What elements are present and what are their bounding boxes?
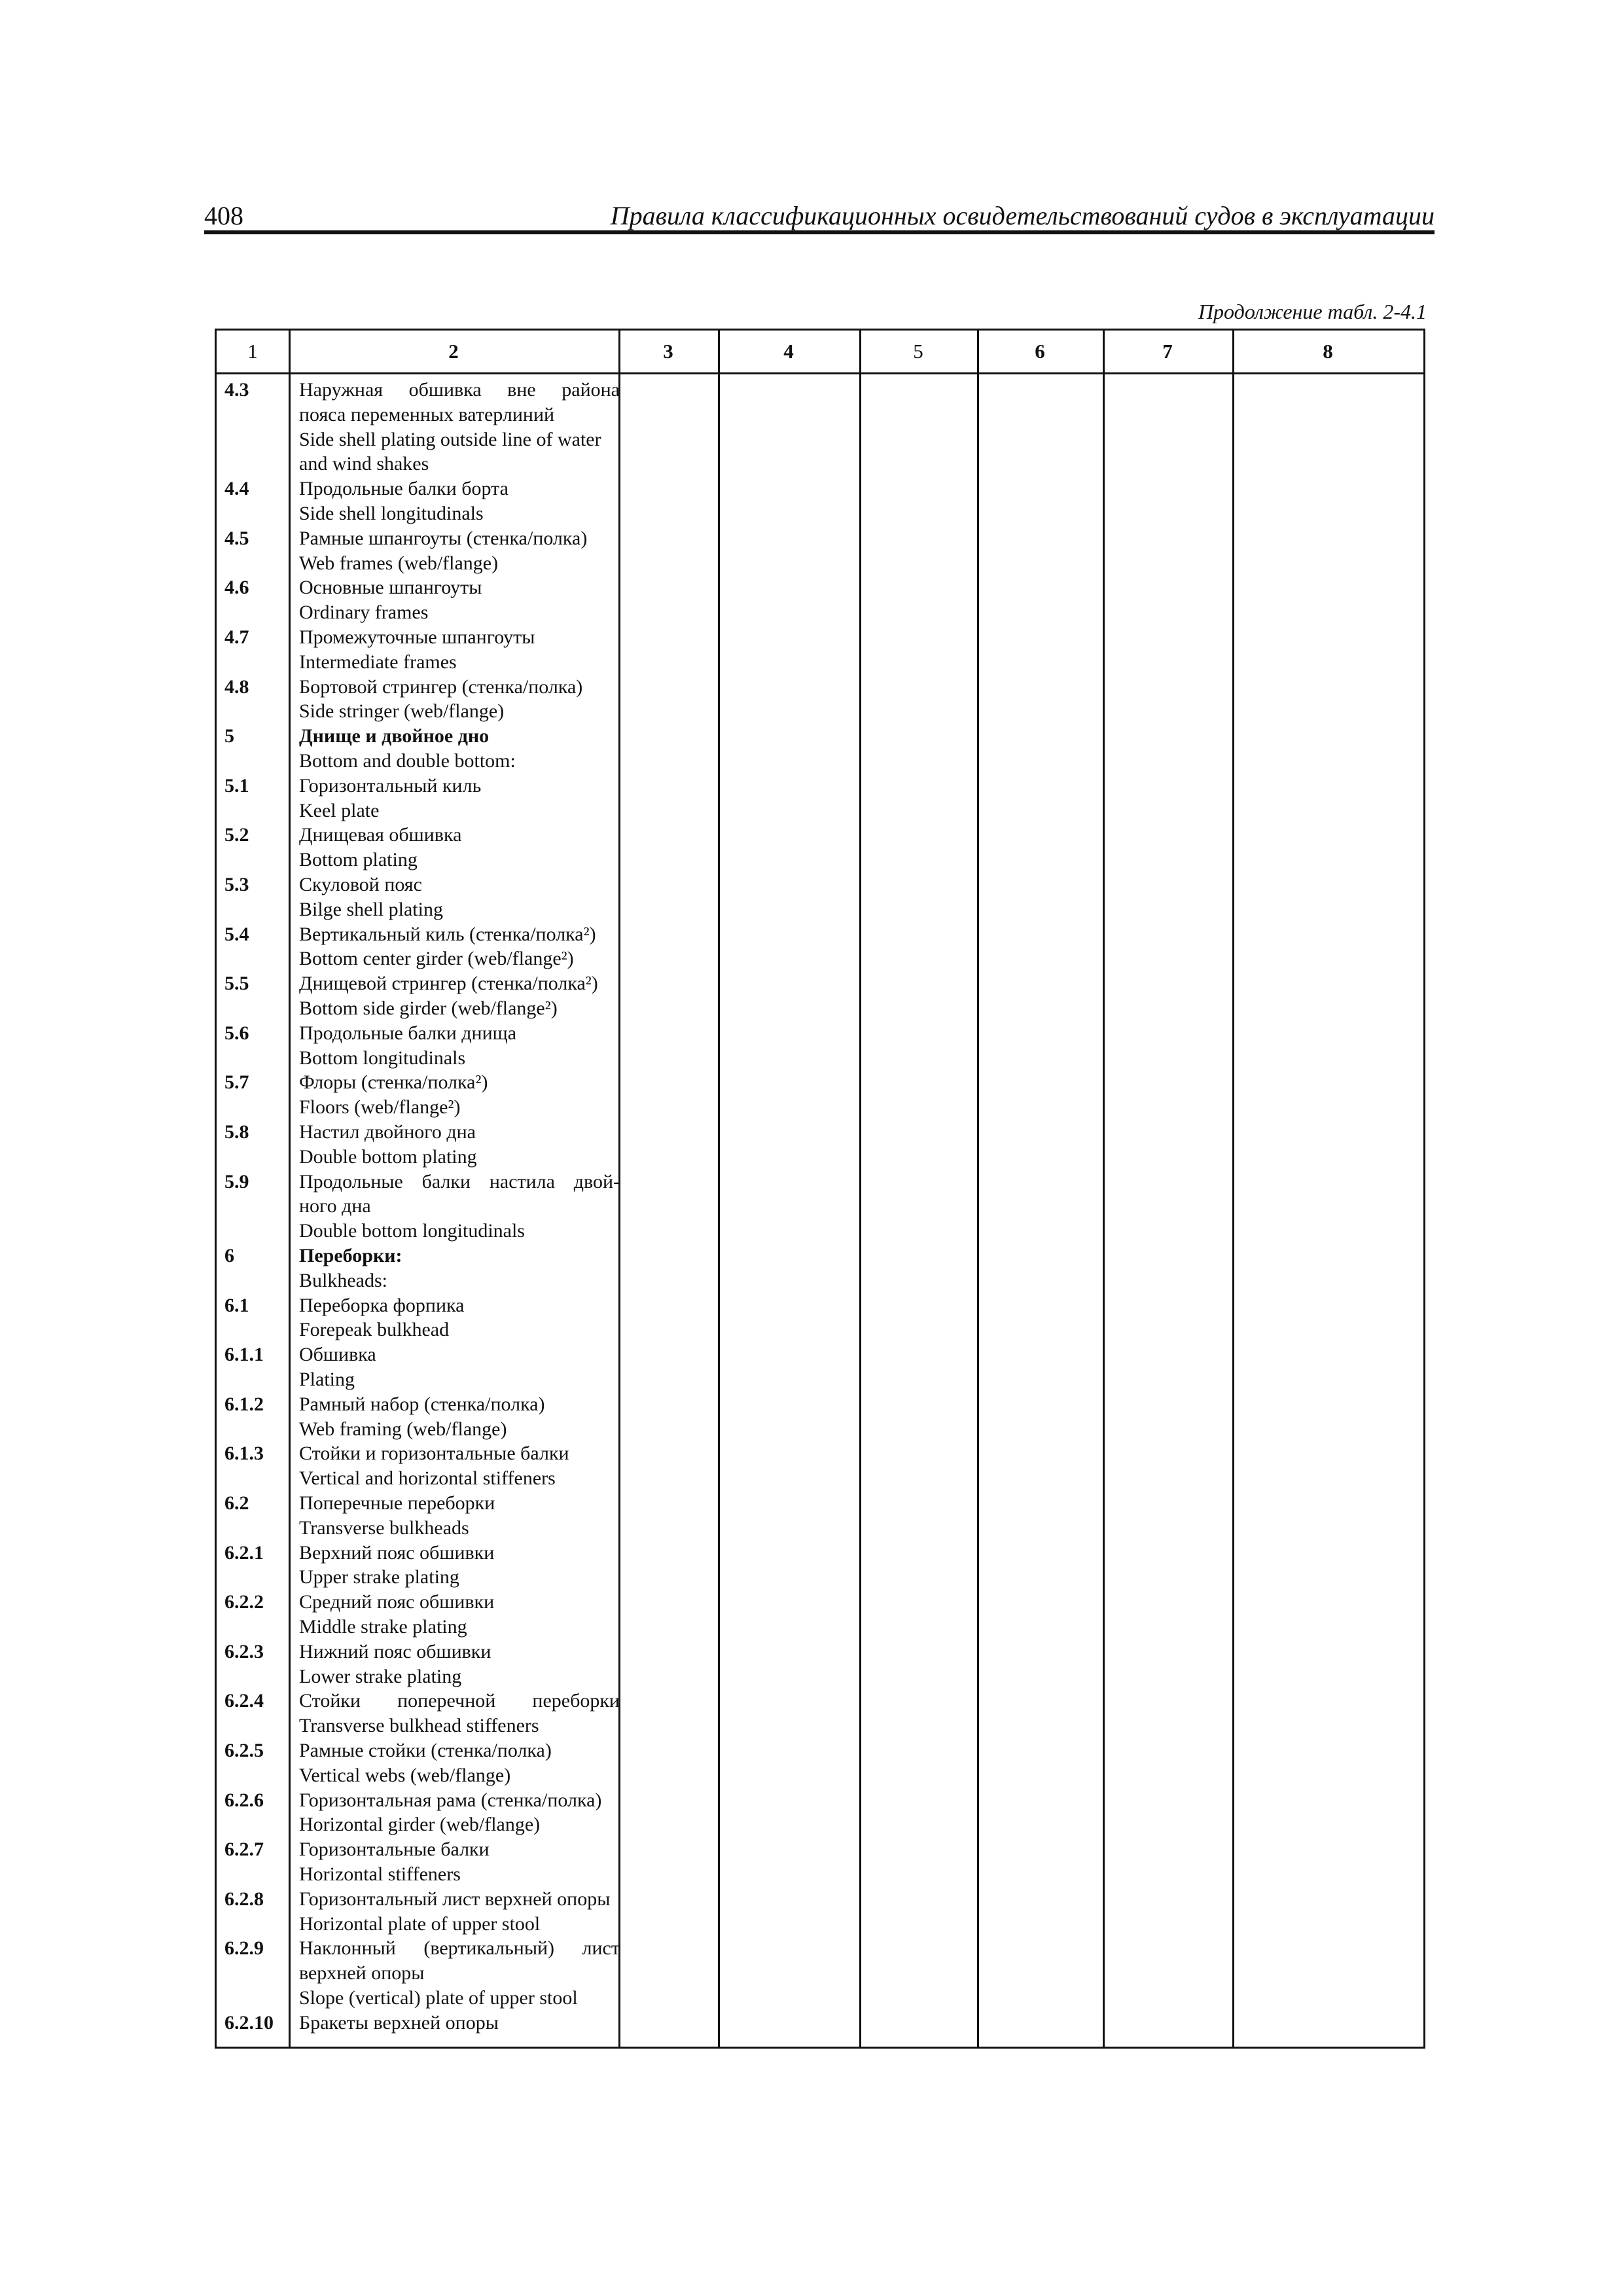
column-number-5: 5: [913, 340, 923, 363]
table-row-line: [217, 1961, 1423, 1986]
row-number: 6.2.10: [224, 2011, 274, 2034]
row-description-line: Настил двойного дна: [299, 1121, 476, 1143]
row-description-line: Горизонтальные балки: [299, 1839, 490, 1861]
row-description-line: Переборки:: [299, 1245, 402, 1266]
row-description-line: Днищевой стрингер (стенка/полка²): [299, 973, 598, 995]
row-description-line: Скуловой пояс: [299, 874, 422, 895]
table-row-line: [217, 675, 1423, 700]
table-row-line: [217, 1565, 1423, 1590]
table-row-line: [217, 1812, 1423, 1837]
row-description-line: Стойки поперечной переборки: [299, 1690, 620, 1712]
row-description-line: Vertical and horizontal stiffeners: [299, 1467, 556, 1490]
row-description-line: Bottom side girder (web/flange²): [299, 997, 558, 1019]
table-row-line: [217, 427, 1423, 452]
table-row-line: [217, 1862, 1423, 1887]
row-description-line: Intermediate frames: [299, 651, 457, 673]
row-description-line: Plating: [299, 1369, 355, 1390]
row-description-line: Рамные шпангоуты (стенка/полка): [299, 527, 588, 549]
table-row-line: [217, 1912, 1423, 1937]
row-description-line: Lower strake plating: [299, 1665, 462, 1687]
row-description-line: Днище и двойное дно: [299, 725, 490, 747]
table-row-line: [217, 1936, 1423, 1961]
row-description-line: Днищевая обшивка: [299, 824, 462, 846]
table-row-line: [217, 1986, 1423, 2011]
row-description-line: and wind shakes: [299, 453, 429, 475]
table-row-line: [217, 526, 1423, 551]
row-description-line: Горизонтальный киль: [299, 774, 482, 797]
row-number: 4.5: [224, 527, 249, 549]
row-number: 4.3: [224, 379, 249, 401]
table-row-line: [217, 1689, 1423, 1713]
row-description-line: Bottom longitudinals: [299, 1047, 466, 1069]
row-description-line: Horizontal plate of upper stool: [299, 1912, 541, 1935]
row-number: 5.5: [224, 973, 249, 995]
row-number: 5.4: [224, 923, 249, 945]
table-row-line: [217, 1170, 1423, 1194]
row-number: 6.2.7: [224, 1839, 264, 1861]
table-row-line: [217, 1615, 1423, 1640]
row-number: 5.9: [224, 1170, 249, 1193]
table-row-line: [217, 650, 1423, 675]
page-header: [204, 200, 1435, 232]
row-number: 5.3: [224, 874, 249, 895]
row-number: 5.1: [224, 774, 249, 797]
table-row-line: [217, 823, 1423, 848]
row-description-line: Рамный набор (стенка/полка): [299, 1393, 545, 1415]
table-row-line: [217, 1293, 1423, 1318]
row-description-line: Наружная обшивка вне района: [299, 379, 620, 401]
row-description-line: Middle strake plating: [299, 1616, 467, 1638]
table-row-line: [217, 1441, 1423, 1466]
table-row-line: [217, 1342, 1423, 1367]
table-row-line: [217, 1318, 1423, 1342]
column-number-7: 7: [1162, 340, 1173, 363]
column-number-6: 6: [1035, 340, 1045, 363]
table-row-line: [217, 1763, 1423, 1788]
table-row-line: [217, 1887, 1423, 1912]
header-rule: [204, 230, 1435, 234]
row-description-line: Side shell plating outside line of water: [299, 428, 601, 450]
column-number-4: 4: [783, 340, 794, 363]
header-row-divider: [217, 372, 1423, 374]
row-description-line: Продольные балки днища: [299, 1022, 517, 1044]
table-row-line: [217, 749, 1423, 774]
row-description-line: Bottom plating: [299, 849, 418, 871]
row-description-line: Продольные балки борта: [299, 478, 508, 500]
table-row-line: [217, 1417, 1423, 1442]
column-number-8: 8: [1323, 340, 1333, 363]
table-row-line: [217, 1541, 1423, 1566]
inspection-table: [215, 329, 1425, 2049]
page-number: 408: [204, 201, 243, 230]
row-number: 6: [224, 1245, 234, 1266]
table-row-line: [217, 378, 1423, 403]
row-number: 4.8: [224, 675, 249, 698]
row-description-line: Средний пояс обшивки: [299, 1591, 495, 1613]
table-row-line: [217, 1837, 1423, 1862]
row-description-line: верхней опоры: [299, 1962, 425, 1984]
table-row-line: [217, 1021, 1423, 1046]
row-description-line: Основные шпангоуты: [299, 577, 482, 599]
table-row-line: [217, 971, 1423, 996]
row-description-line: Transverse bulkheads: [299, 1516, 469, 1539]
table-row-line: [217, 1268, 1423, 1293]
row-description-line: Web framing (web/flange): [299, 1418, 507, 1440]
row-number: 6.2.1: [224, 1541, 264, 1564]
row-description-line: Горизонтальный лист верхней опоры: [299, 1888, 611, 1910]
table-row-line: [217, 1516, 1423, 1541]
table-row-line: [217, 1046, 1423, 1071]
row-description-line: пояса переменных ватерлиний: [299, 403, 555, 425]
row-number: 6.2.5: [224, 1740, 264, 1761]
column-number-3: 3: [663, 340, 673, 363]
table-row-line: [217, 403, 1423, 427]
row-number: 6.1.3: [224, 1443, 264, 1465]
table-row-line: [217, 1788, 1423, 1813]
row-description-line: Transverse bulkhead stiffeners: [299, 1715, 539, 1737]
table-row-line: [217, 922, 1423, 947]
row-number: 5.8: [224, 1121, 249, 1143]
row-description-line: Floors (web/flange²): [299, 1096, 461, 1119]
row-number: 6.2.9: [224, 1937, 264, 1960]
table-row-line: [217, 1466, 1423, 1491]
table-row-line: [217, 774, 1423, 798]
table-row-line: [217, 2011, 1423, 2036]
row-description-line: Поперечные переборки: [299, 1492, 495, 1514]
row-description-line: Forepeak bulkhead: [299, 1319, 450, 1341]
row-description-line: Bottom and double bottom:: [299, 750, 516, 772]
row-number: 6.2.3: [224, 1640, 264, 1662]
table-row-line: [217, 476, 1423, 501]
table-row-line: [217, 1640, 1423, 1664]
table-row-line: [217, 1194, 1423, 1219]
row-description-line: Bilge shell plating: [299, 898, 443, 920]
row-description-line: Бортовой стрингер (стенка/полка): [299, 675, 583, 698]
table-row-line: [217, 848, 1423, 872]
row-description-line: Horizontal stiffeners: [299, 1863, 461, 1885]
row-description-line: Double bottom plating: [299, 1145, 477, 1168]
table-row-line: [217, 1664, 1423, 1689]
row-description-line: Double bottom longitudinals: [299, 1220, 525, 1242]
row-description-line: Обшивка: [299, 1344, 376, 1366]
row-description-line: Флоры (стенка/полка²): [299, 1071, 488, 1094]
row-description-line: Переборка форпика: [299, 1294, 465, 1316]
row-description-line: Рамные стойки (стенка/полка): [299, 1740, 552, 1761]
table-row-line: [217, 897, 1423, 922]
table-row-line: [217, 1738, 1423, 1763]
table-row-line: [217, 872, 1423, 897]
row-number: 5.2: [224, 824, 249, 846]
row-description-line: Slope (vertical) plate of upper stool: [299, 1987, 578, 2009]
table-row-line: [217, 1713, 1423, 1738]
row-description-line: Side stringer (web/flange): [299, 700, 505, 723]
table-row-line: [217, 1219, 1423, 1244]
row-number: 4.7: [224, 626, 249, 648]
table-row-line: [217, 1367, 1423, 1392]
row-description-line: Промежуточные шпангоуты: [299, 626, 535, 648]
row-description-line: Наклонный (вертикальный) лист: [299, 1937, 620, 1960]
row-description-line: Ordinary frames: [299, 601, 429, 624]
table-row-line: [217, 798, 1423, 823]
row-number: 6.2.8: [224, 1888, 264, 1910]
table-row-line: [217, 1145, 1423, 1170]
table-row-line: [217, 625, 1423, 650]
table-row-line: [217, 452, 1423, 476]
column-number-1: 1: [247, 340, 258, 363]
running-title: Правила классификационных освидетельствований судов в эксплуатации: [610, 201, 1435, 230]
row-number: 6.1: [224, 1294, 249, 1316]
table-row-line: [217, 1070, 1423, 1095]
column-number-2: 2: [448, 340, 459, 363]
table-row-line: [217, 1120, 1423, 1145]
row-number: 5.7: [224, 1071, 249, 1094]
table-row-line: [217, 575, 1423, 600]
row-description-line: Верхний пояс обшивки: [299, 1541, 495, 1564]
row-number: 6.1.2: [224, 1393, 264, 1415]
table-row-line: [217, 699, 1423, 724]
table-row-line: [217, 1491, 1423, 1516]
table-row-line: [217, 724, 1423, 749]
row-number: 5: [224, 725, 234, 747]
table-row-line: [217, 1392, 1423, 1417]
row-number: 6.1.1: [224, 1344, 264, 1366]
row-description-line: Бракеты верхней опоры: [299, 2011, 499, 2034]
table-row-line: [217, 1095, 1423, 1120]
table-row-line: [217, 551, 1423, 576]
table-row-line: [217, 501, 1423, 526]
row-number: 6.2: [224, 1492, 249, 1514]
table-row-line: [217, 600, 1423, 625]
row-description-line: Стойки и горизонтальные балки: [299, 1443, 569, 1465]
row-description-line: Upper strake plating: [299, 1566, 459, 1588]
row-number: 4.6: [224, 577, 249, 599]
row-description-line: Вертикальный киль (стенка/полка²): [299, 923, 596, 945]
table-row-line: [217, 1244, 1423, 1268]
table-row-line: [217, 1590, 1423, 1615]
row-description-line: Keel plate: [299, 799, 380, 821]
table-row-line: [217, 996, 1423, 1021]
row-description-line: Нижний пояс обшивки: [299, 1640, 491, 1662]
row-number: 6.2.2: [224, 1591, 264, 1613]
row-description-line: Горизонтальная рама (стенка/полка): [299, 1789, 602, 1811]
table-continuation-label: Продолжение табл. 2-4.1: [1198, 300, 1427, 323]
row-number: 5.6: [224, 1022, 249, 1044]
row-description-line: Horizontal girder (web/flange): [299, 1814, 541, 1836]
row-description-line: Web frames (web/flange): [299, 552, 499, 574]
row-description-line: Bulkheads:: [299, 1269, 387, 1291]
row-description-line: Bottom center girder (web/flange²): [299, 948, 574, 970]
row-description-line: Продольные балки настила двой-: [299, 1170, 620, 1193]
table-row-line: [217, 946, 1423, 971]
row-number: 4.4: [224, 478, 249, 500]
row-number: 6.2.6: [224, 1789, 264, 1811]
row-description-line: ного дна: [299, 1195, 371, 1217]
row-description-line: Side shell longitudinals: [299, 503, 484, 524]
row-description-line: Vertical webs (web/flange): [299, 1764, 511, 1786]
row-number: 6.2.4: [224, 1690, 264, 1712]
